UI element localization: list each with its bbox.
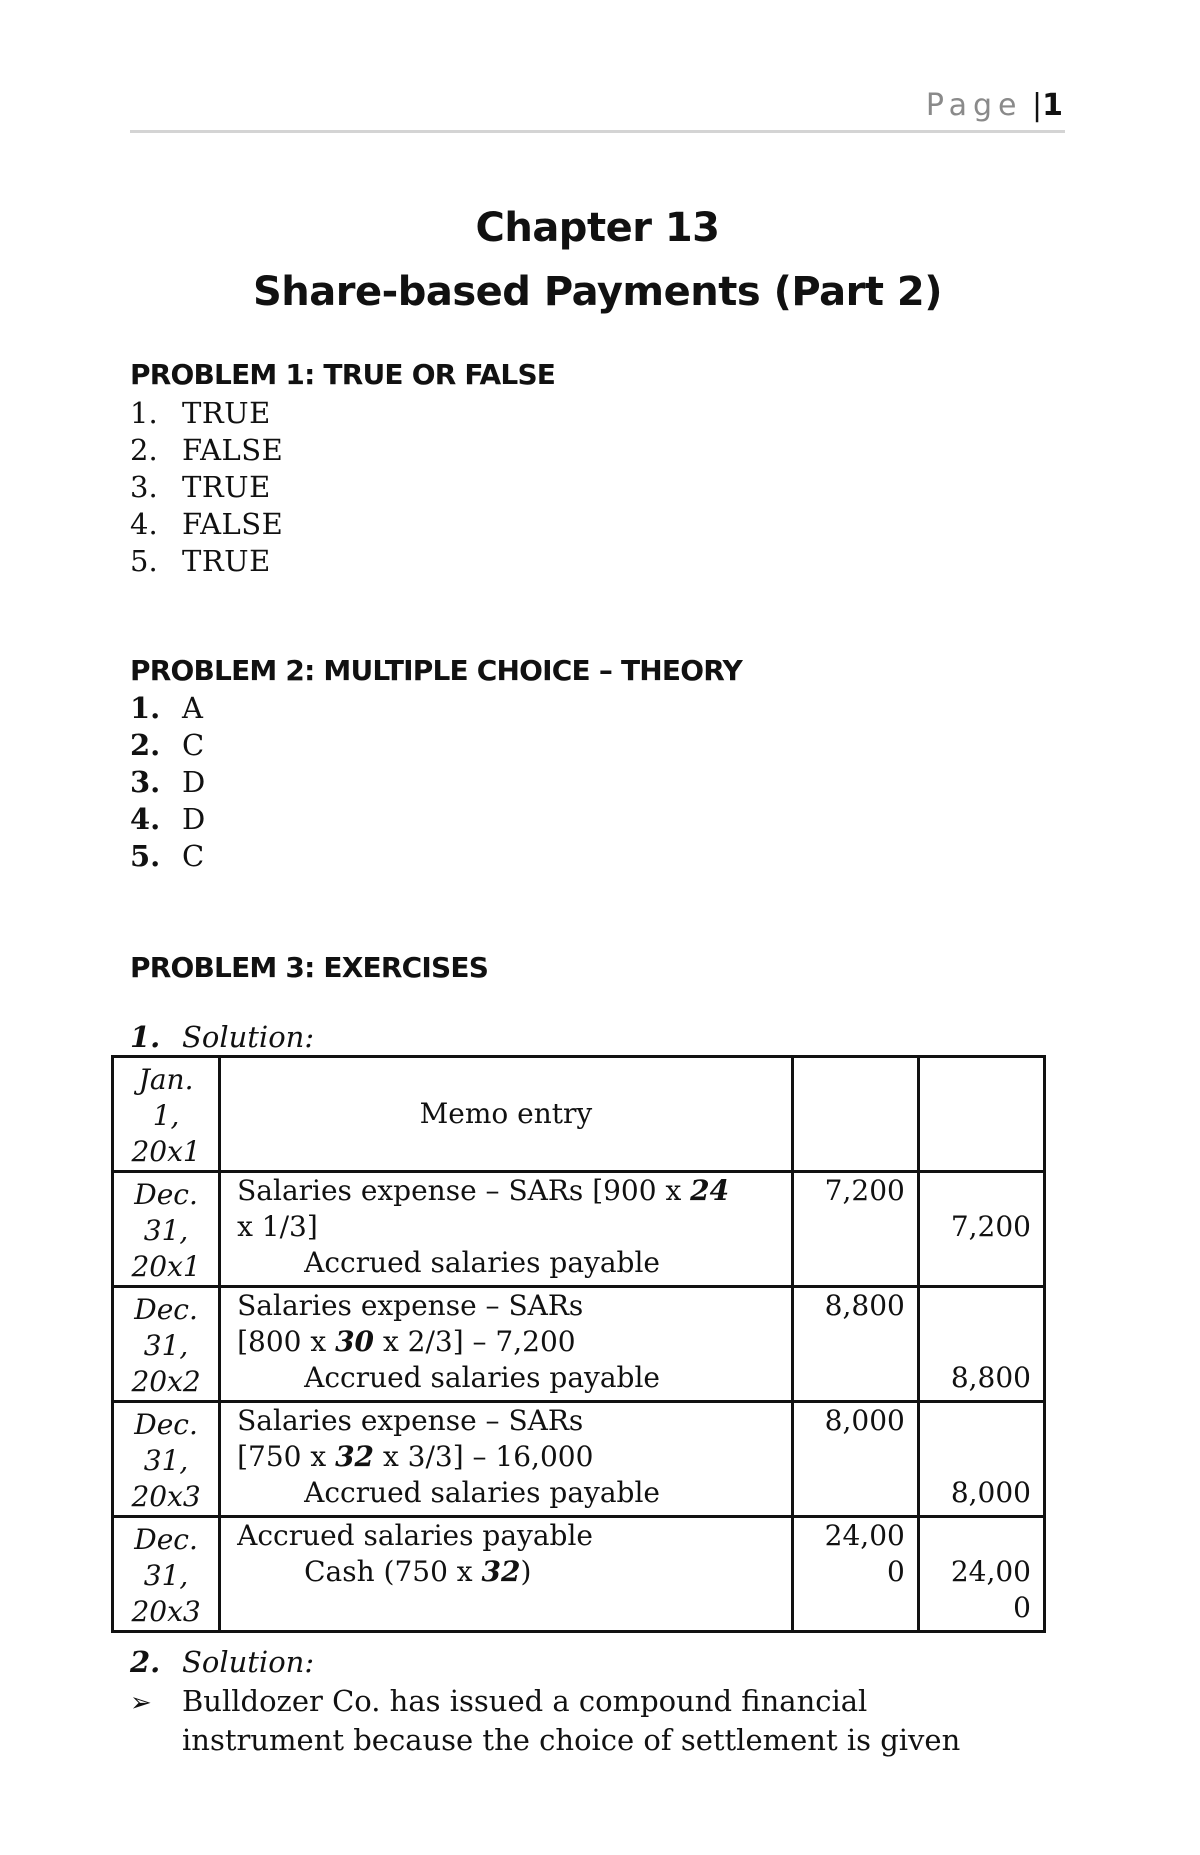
date-month: Dec.	[134, 1178, 198, 1211]
list-item	[130, 801, 206, 838]
item-answer: D	[182, 765, 206, 799]
emphasis-value: 30	[335, 1325, 375, 1358]
debit-cell	[792, 1517, 918, 1632]
debit-amount: 8,800	[824, 1289, 905, 1322]
problem2-answer-list	[130, 690, 206, 875]
date-day: 31,	[143, 1444, 189, 1477]
description-text: [750 x	[237, 1440, 336, 1473]
item-number: 5.	[130, 839, 161, 873]
credit-cell	[918, 1517, 1044, 1632]
date-month: Dec.	[134, 1408, 198, 1441]
journal-entries-table	[111, 1055, 1046, 1633]
chapter-title: Chapter 13	[475, 205, 720, 251]
table-row	[113, 1057, 1045, 1172]
credit-amount-part: 0	[1013, 1591, 1031, 1624]
credit-amount-part: 24,00	[950, 1555, 1031, 1588]
chapter-subtitle: Share-based Payments (Part 2)	[253, 269, 942, 315]
credit-account-line: Accrued salaries payable	[304, 1246, 660, 1279]
credit-cell	[918, 1057, 1044, 1172]
item-answer: TRUE	[182, 544, 271, 578]
item-answer: C	[182, 728, 205, 762]
credit-cell	[918, 1172, 1044, 1287]
solution-text: Solution:	[182, 1020, 315, 1054]
solution2-bullet	[130, 1683, 1060, 1759]
list-item	[130, 690, 206, 727]
problem2-heading: PROBLEM 2: MULTIPLE CHOICE – THEORY	[130, 654, 742, 687]
solution-number: 2.	[130, 1645, 161, 1679]
date-cell	[113, 1402, 220, 1517]
description-line	[237, 1324, 785, 1360]
page-separator: |	[1032, 88, 1043, 123]
item-number: 2.	[130, 728, 161, 762]
solution2-label	[130, 1645, 314, 1679]
description-text: x 2/3] – 7,200	[374, 1325, 576, 1358]
description-line	[237, 1439, 785, 1475]
description-text: Salaries expense – SARs [900 x	[237, 1174, 691, 1207]
credit-cell	[918, 1287, 1044, 1402]
item-answer: A	[182, 691, 204, 725]
description-cell	[220, 1517, 793, 1632]
description-text: Cash (750 x	[304, 1555, 482, 1588]
item-number: 1.	[130, 396, 158, 430]
problem1-heading: PROBLEM 1: TRUE OR FALSE	[130, 358, 556, 391]
description-line: Salaries expense – SARs	[237, 1404, 584, 1437]
spacer	[920, 1288, 1031, 1324]
description-cell	[220, 1402, 793, 1517]
date-day: 31,	[143, 1329, 189, 1362]
list-item	[130, 727, 206, 764]
date-month: Jan.	[138, 1063, 194, 1096]
solution-number: 1.	[130, 1020, 161, 1054]
bullet-line: instrument because the choice of settlement is given	[182, 1723, 961, 1757]
debit-amount: 7,200	[824, 1174, 905, 1207]
list-item	[130, 838, 206, 875]
debit-cell	[792, 1057, 918, 1172]
date-year: 20x1	[131, 1250, 201, 1283]
arrowhead-bullet-icon: ➢	[130, 1688, 152, 1718]
list-item	[130, 543, 283, 580]
solution-text: Solution:	[182, 1645, 315, 1679]
date-month: Dec.	[134, 1293, 198, 1326]
page-number: 1	[1042, 88, 1063, 123]
list-item	[130, 764, 206, 801]
spacer	[920, 1403, 1031, 1439]
item-answer: C	[182, 839, 205, 873]
item-answer: FALSE	[182, 433, 284, 467]
date-cell	[113, 1057, 220, 1172]
table-row	[113, 1402, 1045, 1517]
emphasis-value: 32	[481, 1555, 521, 1588]
debit-cell	[792, 1287, 918, 1402]
description-line: Salaries expense – SARs	[237, 1289, 584, 1322]
date-cell	[113, 1517, 220, 1632]
item-number: 1.	[130, 691, 161, 725]
item-number: 4.	[130, 507, 158, 541]
description-line	[237, 1173, 785, 1209]
item-number: 3.	[130, 470, 158, 504]
credit-amount: 8,000	[950, 1476, 1031, 1509]
item-answer: FALSE	[182, 507, 284, 541]
solution1-label	[130, 1020, 314, 1054]
date-day: 31,	[143, 1214, 189, 1247]
list-item	[130, 469, 283, 506]
spacer	[920, 1439, 1031, 1475]
item-answer: D	[182, 802, 206, 836]
table-row	[113, 1287, 1045, 1402]
item-number: 3.	[130, 765, 161, 799]
description-line: Accrued salaries payable	[237, 1519, 593, 1552]
debit-amount-part: 0	[887, 1555, 905, 1588]
date-day: 1,	[152, 1099, 180, 1132]
spacer	[920, 1518, 1031, 1554]
description-text: [800 x	[237, 1325, 336, 1358]
list-item	[130, 395, 283, 432]
bullet-line	[130, 1683, 1060, 1722]
table-row	[113, 1517, 1045, 1632]
page-header	[130, 86, 1065, 133]
item-number: 2.	[130, 433, 158, 467]
emphasis-value: 24	[690, 1174, 730, 1207]
credit-cell	[918, 1402, 1044, 1517]
date-day: 31,	[143, 1559, 189, 1592]
date-year: 20x1	[131, 1135, 201, 1168]
description-text: x 3/3] – 16,000	[374, 1440, 594, 1473]
description-text: )	[520, 1555, 532, 1588]
emphasis-value: 32	[335, 1440, 375, 1473]
credit-account-line	[237, 1554, 785, 1590]
page-word: Page	[925, 88, 1023, 123]
problem3-heading: PROBLEM 3: EXERCISES	[130, 951, 489, 984]
title-block	[0, 196, 1195, 324]
credit-account-line: Accrued salaries payable	[304, 1361, 660, 1394]
memo-entry-cell: Memo entry	[220, 1057, 793, 1172]
problem1-answer-list	[130, 395, 283, 580]
spacer	[920, 1173, 1031, 1209]
item-answer: TRUE	[182, 470, 271, 504]
date-year: 20x2	[131, 1365, 201, 1398]
date-month: Dec.	[134, 1523, 198, 1556]
description-cell	[220, 1172, 793, 1287]
debit-cell	[792, 1402, 918, 1517]
date-cell	[113, 1172, 220, 1287]
date-cell	[113, 1287, 220, 1402]
list-item	[130, 506, 283, 543]
date-year: 20x3	[131, 1480, 201, 1513]
debit-amount-part: 24,00	[824, 1519, 905, 1552]
table-row	[113, 1172, 1045, 1287]
item-number: 4.	[130, 802, 161, 836]
description-line: x 1/3]	[237, 1210, 318, 1243]
description-cell	[220, 1287, 793, 1402]
list-item	[130, 432, 283, 469]
credit-amount: 8,800	[950, 1361, 1031, 1394]
bullet-text: Bulldozer Co. has issued a compound financial	[182, 1684, 868, 1718]
item-number: 5.	[130, 544, 158, 578]
date-year: 20x3	[131, 1595, 201, 1628]
debit-amount: 8,000	[824, 1404, 905, 1437]
spacer	[920, 1324, 1031, 1360]
item-answer: TRUE	[182, 396, 271, 430]
credit-amount: 7,200	[950, 1210, 1031, 1243]
page-number-label	[926, 88, 1063, 123]
credit-account-line: Accrued salaries payable	[304, 1476, 660, 1509]
debit-cell	[792, 1172, 918, 1287]
